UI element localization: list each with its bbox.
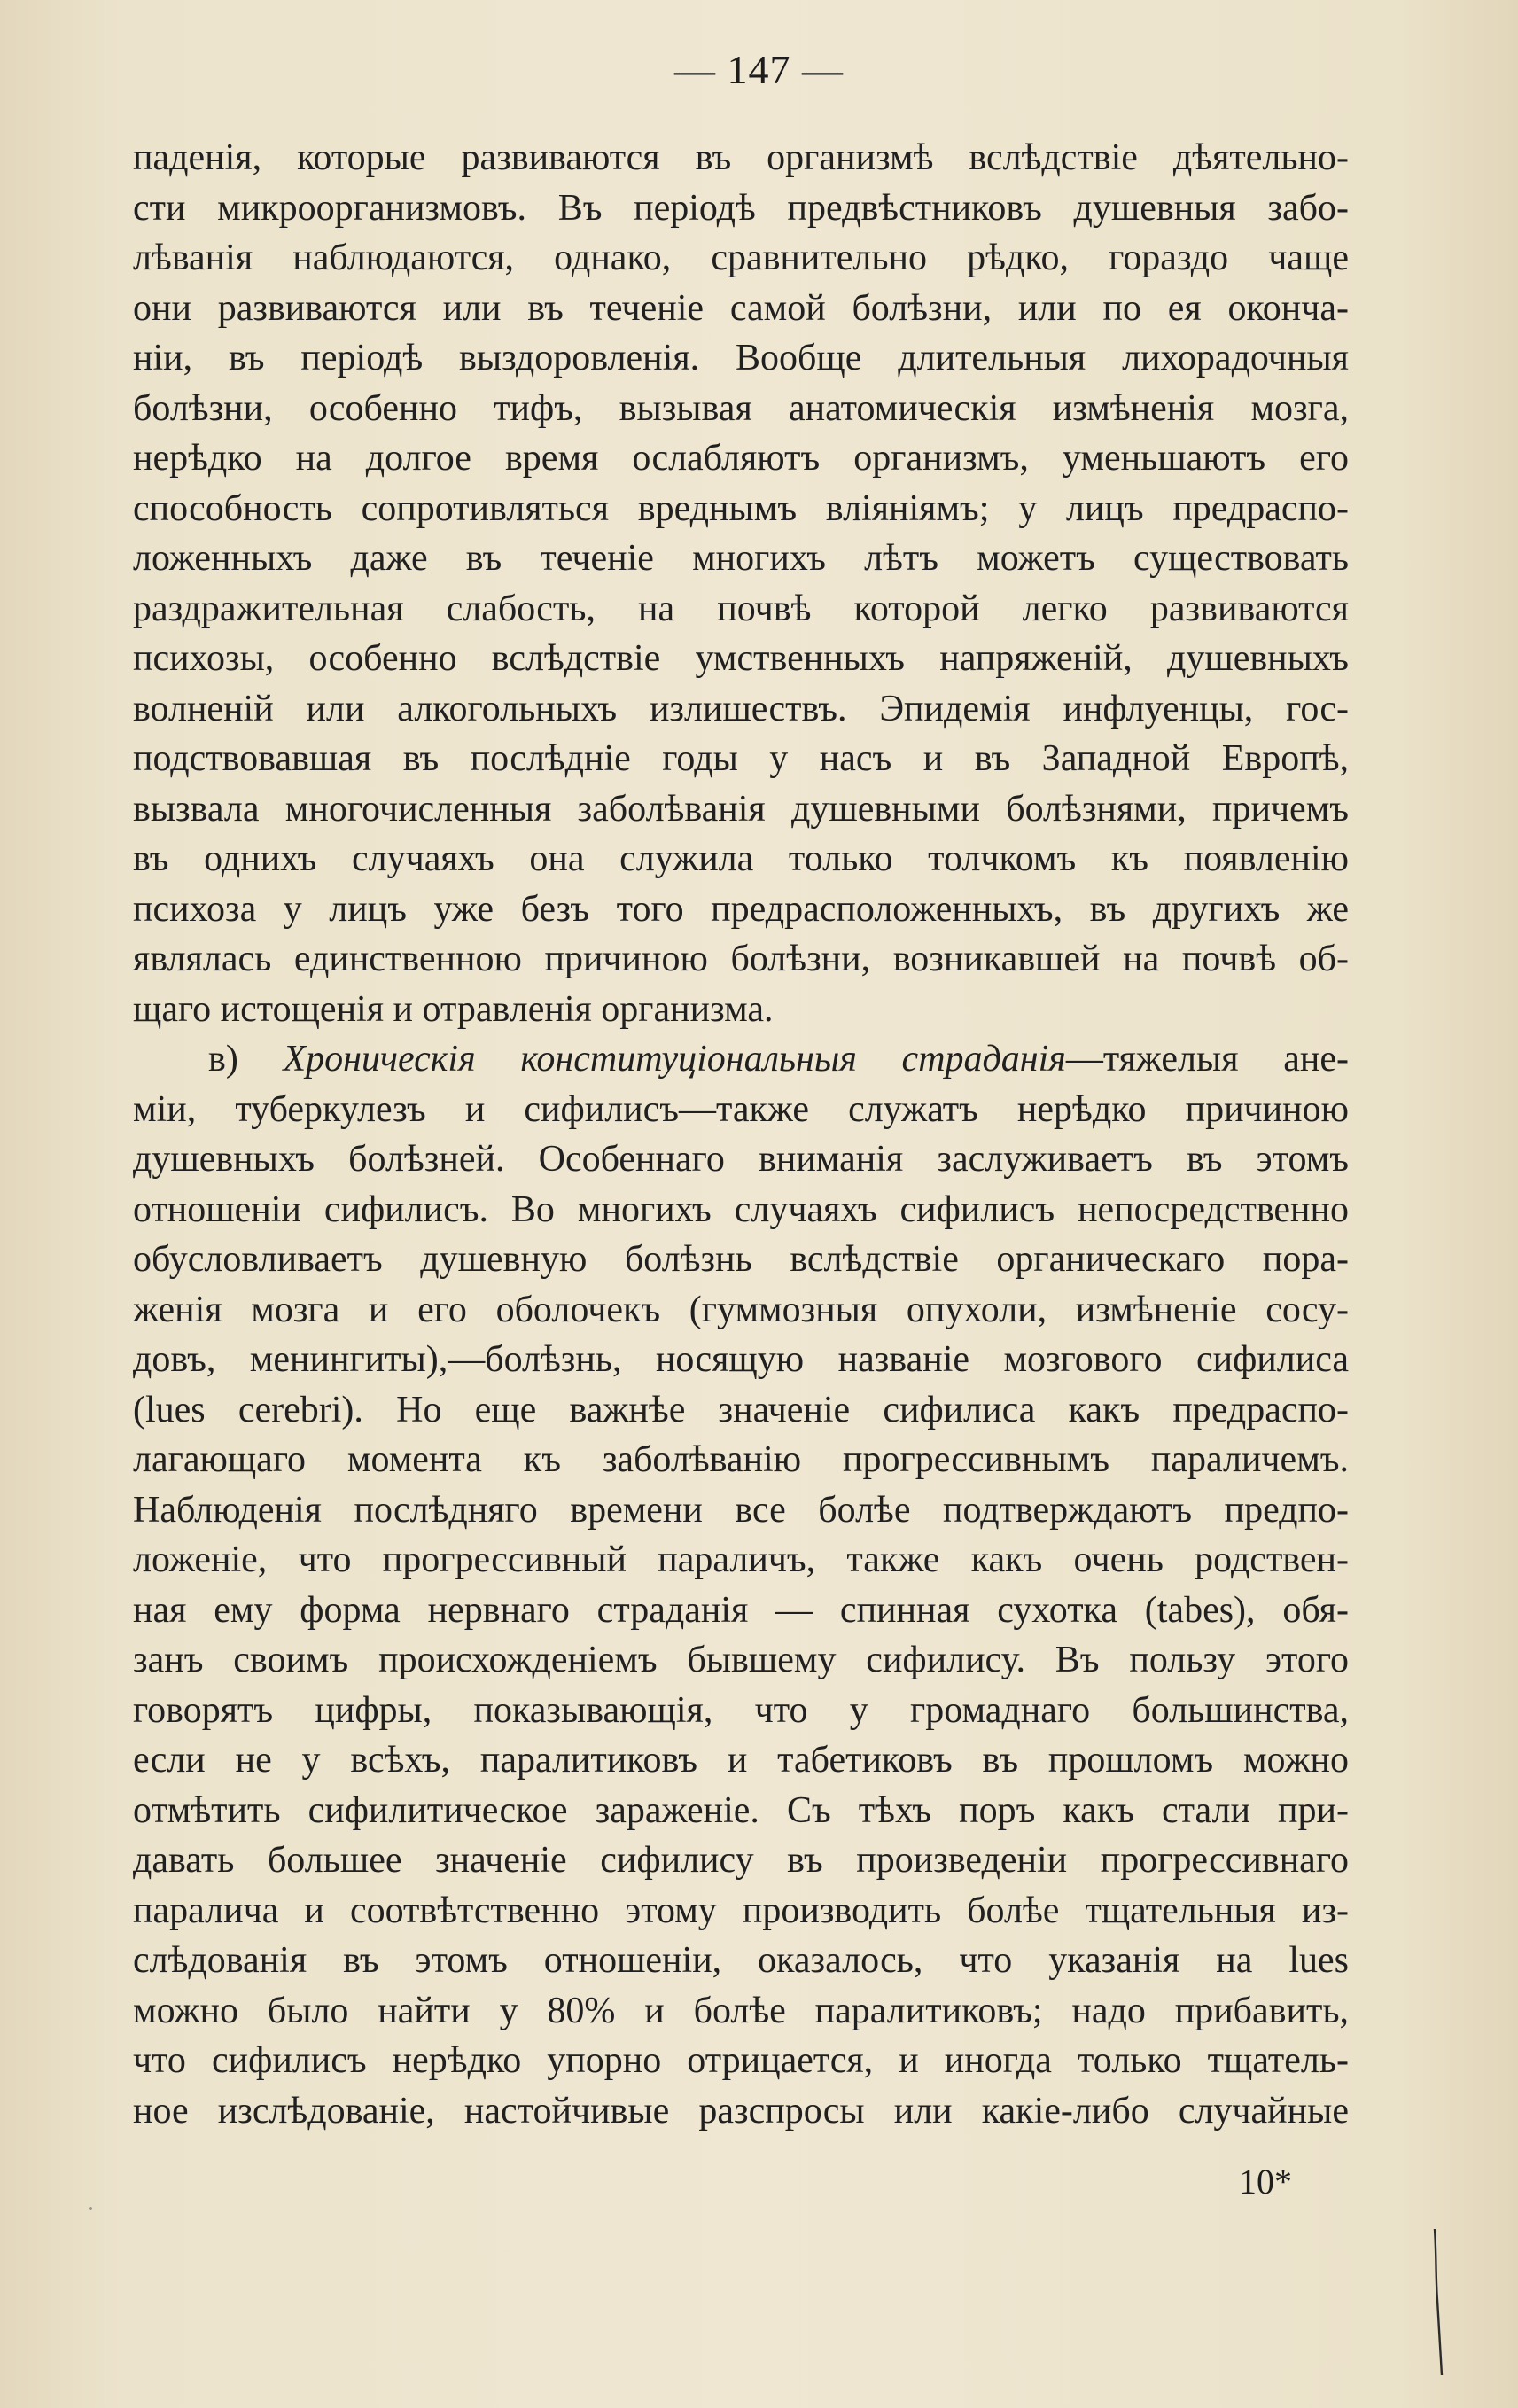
text-line-13: подствовавшая въ послѣдніе годы у насъ и въ Западной Европѣ, (133, 738, 1349, 779)
section-v-italic-title: Хроническія конституціональныя страданія (283, 1039, 1066, 1079)
text-line-40: ное изслѣдованіе, настойчивые разспросы или какіе-либо случайные (133, 2090, 1349, 2131)
text-line-9: ложенныхъ даже въ теченіе многихъ лѣтъ можетъ существовать (133, 538, 1349, 579)
text-line-7: нерѣдко на долгое время ослабляютъ организмъ, уменьшаютъ его (133, 438, 1349, 479)
text-line-16: психоза у лицъ уже безъ того предрасположенныхъ, въ другихъ же (133, 888, 1349, 930)
margin-pencil-stroke-icon (1433, 2229, 1444, 2375)
text-line-10: раздражительная слабость, на почвѣ которой легко развиваются (133, 588, 1349, 629)
text-line-4: они развиваются или въ теченіе самой болѣзни, или по ея оконча- (133, 287, 1349, 329)
text-line-18: щаго истощенія и отравленія организма. (133, 988, 774, 1030)
text-line-28: Наблюденія послѣдняго времени все болѣе подтверждаютъ предпо- (133, 1489, 1349, 1531)
section-v-continuation-line (133, 1085, 1349, 1135)
body-text (133, 133, 1349, 2136)
text-line-12: волненій или алкогольныхъ излишествъ. Эпидемія инфлуенцы, гос- (133, 688, 1349, 729)
text-line-14: вызвала многочисленныя заболѣванія душевными болѣзнями, причемъ (133, 788, 1349, 830)
text-line-8: способность сопротивляться вреднымъ вліяніямъ; у лицъ предраспо- (133, 487, 1349, 529)
signature-mark: 10* (1239, 2162, 1292, 2201)
text-line-26: (lues cerebri). Но еще важнѣе значеніе сифилиса какъ предраспо- (133, 1389, 1349, 1430)
section-v-suffix: —тяжелыя ане- (1065, 1039, 1349, 1079)
text-line-11: психозы, особенно вслѣдствіе умственныхъ напряженій, душевныхъ (133, 638, 1349, 679)
text-line-34: отмѣтить сифилитическое зараженіе. Съ тѣхъ поръ какъ стали при- (133, 1789, 1349, 1831)
text-line-32: говорятъ цифры, показывающія, что у громаднаго большинства, (133, 1689, 1349, 1731)
text-line-17: являлась единственною причиною болѣзни, возникавшей на почвѣ об- (133, 939, 1349, 979)
text-line-24: женія мозга и его оболочекъ (гуммозныя опухоли, измѣненіе сосу- (133, 1289, 1349, 1330)
section-v-heading-line (133, 1034, 1349, 1085)
text-line-2: сти микроорганизмовъ. Въ періодѣ предвѣстниковъ душевныя забо- (133, 187, 1349, 229)
text-line-38: можно было найти у 80% и болѣе паралитиковъ; надо прибавить, (133, 1990, 1349, 2031)
text-line-39: что сифилисъ нерѣдко упорно отрицается, и иногда только тщатель- (133, 2040, 1349, 2081)
page-number: — 147 — (674, 47, 844, 92)
text-line-20: туберкулезъ и сифилисъ—также служатъ нерѣдко причиною (235, 1088, 1350, 1130)
text-line-25: довъ, менингиты),—болѣзнь, носящую названіе мозгового сифилиса (133, 1339, 1349, 1380)
text-line-1: паденія, которые развиваются въ организмѣ вслѣдствіе дѣятельно- (133, 137, 1349, 178)
section-v-continuation-word: міи, (133, 1088, 197, 1130)
text-line-29: ложеніе, что прогрессивный параличъ, также какъ очень родствен- (133, 1539, 1349, 1580)
text-line-15: въ однихъ случаяхъ она служила только толчкомъ къ появленію (133, 838, 1349, 879)
text-line-33: если не у всѣхъ, паралитиковъ и табетиковъ въ прошломъ можно (133, 1740, 1349, 1781)
text-line-35: давать большее значеніе сифилису въ произведеніи прогрессивнаго (133, 1840, 1349, 1881)
text-line-21: душевныхъ болѣзней. Особеннаго вниманія заслуживаетъ въ этомъ (133, 1139, 1349, 1180)
section-v-prefix: в) (208, 1039, 284, 1079)
text-line-22: отношеніи сифилисъ. Во многихъ случаяхъ сифилисъ непосредственно (133, 1188, 1349, 1230)
text-line-23: обусловливаетъ душевную болѣзнь вслѣдствіе органическаго пора- (133, 1239, 1349, 1280)
text-line-27: лагающаго момента къ заболѣванію прогрессивнымъ параличемъ. (133, 1439, 1349, 1480)
text-line-31: занъ своимъ происхожденіемъ бывшему сифилису. Въ пользу этого (133, 1640, 1349, 1680)
text-line-5: ніи, въ періодѣ выздоровленія. Вообще длительныя лихорадочныя (133, 338, 1349, 378)
text-line-30: ная ему форма нервнаго страданія — спинная сухотка (tabes), обя- (133, 1589, 1349, 1631)
text-line-37: слѣдованія въ этомъ отношеніи, оказалось, что указанія на lues (133, 1940, 1349, 1981)
text-line-6: болѣзни, особенно тифъ, вызывая анатомическія измѣненія мозга, (133, 387, 1349, 429)
text-line-36: паралича и соотвѣтственно этому производить болѣе тщательныя из- (133, 1890, 1349, 1931)
text-line-3: лѣванія наблюдаются, однако, сравнительно рѣдко, гораздо чаще (133, 238, 1349, 278)
print-speck (89, 2207, 92, 2210)
